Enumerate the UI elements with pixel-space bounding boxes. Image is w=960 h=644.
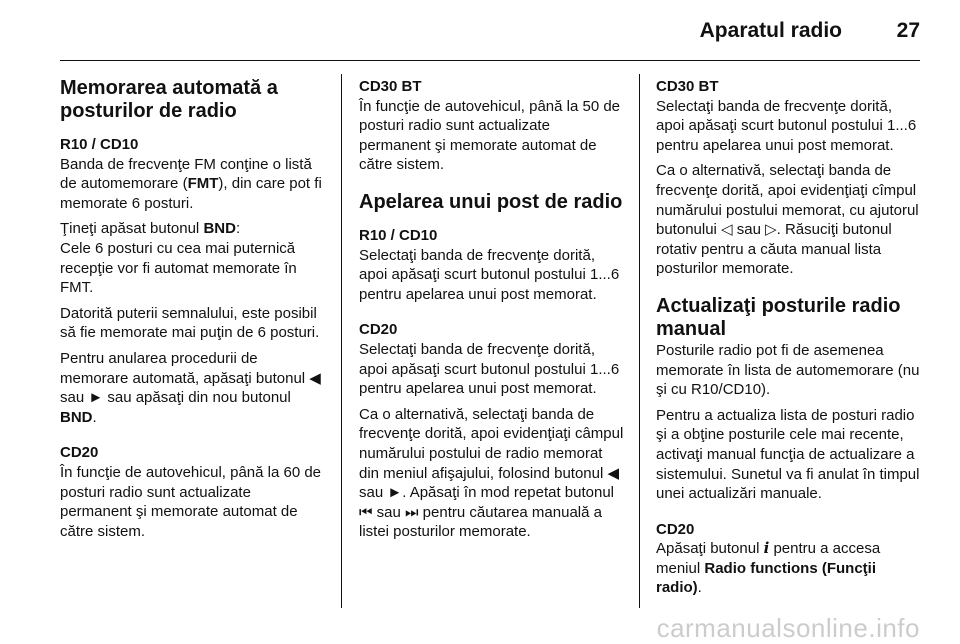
- column-divider: [341, 74, 342, 608]
- paragraph: Ca o alternativă, selectaţi banda de frecvenţe dorită, apoi evidenţiaţi câmpul numărului postului de radio memorat din meniul afişajului, folosind butonul ◀ sau ►. Apăsaţi în mod repetat butonul ⏮ sau ⏭ pentru căutarea manuală a listei posturilor memorate.: [359, 405, 624, 541]
- paragraph: Ca o alternativă, selectaţi banda de frecvenţe dorită, apoi evidenţiaţi cîmpul numărului postului memorat, cu ajutorul butonului ◁ sau ▷. Răsuciţi butonul rotativ pentru a căuta manual lista posturilor memorate.: [656, 162, 919, 278]
- watermark: carmanualsonline.info: [656, 613, 920, 643]
- model-label: CD30 BT: [359, 78, 422, 95]
- paragraph: Selectaţi banda de frecvenţe dorită, apoi apăsaţi scurt butonul postului 1...6 pentru apelarea unui post memorat.: [359, 246, 620, 303]
- page-header: [0, 0, 960, 60]
- paragraph: Pentru a actualiza lista de posturi radio şi a obţine posturile cele mai recente, activaţi manual funcţia de actualizare a sistemului. Sunetul va fi anulat în timpul unei actualizări manuale.: [656, 406, 920, 503]
- page-title: Aparatul radio: [699, 19, 842, 42]
- paragraph: Selectaţi banda de frecvenţe dorită, apoi apăsaţi scurt butonul postului 1...6 pentru apelarea unui post memorat.: [359, 340, 620, 398]
- section-heading: Actualizaţi posturile radio manual: [656, 294, 901, 340]
- section-heading: Memorarea automată a posturilor de radio: [60, 77, 278, 122]
- paragraph: Banda de frecvenţe FM conţine o listă de automemorare (FMT), din care pot fi memorate 6 posturi.: [60, 155, 322, 212]
- paragraph: Apăsaţi butonul i pentru a accesa meniul Radio functions (Funcţii radio).: [656, 539, 881, 597]
- model-label: R10 / CD10: [359, 226, 438, 244]
- paragraph: Selectaţi banda de frecvenţe dorită, apoi apăsaţi scurt butonul postului 1...6 pentru apelarea unui post memorat.: [656, 97, 917, 154]
- model-label: CD20: [60, 444, 99, 462]
- column-divider: [639, 74, 640, 608]
- info-icon: i: [763, 539, 770, 558]
- paragraph: Ţineţi apăsat butonul BND: Cele 6 posturi cu cea mai puternică recepţie vor fi automat memorate în FMT.: [60, 220, 297, 297]
- paragraph: Datorită puterii semnalului, este posibil să fie memorate mai puţin de 6 posturi.: [60, 304, 320, 342]
- column-2: [359, 77, 625, 548]
- paragraph: Posturile radio pot fi de asemenea memorate în lista de automemorare (nu şi cu R10/CD10).: [656, 341, 920, 399]
- header-rule: [60, 60, 920, 61]
- model-label: CD20: [359, 321, 398, 339]
- column-1: [60, 77, 326, 547]
- paragraph: Pentru anularea procedurii de memorare automată, apăsaţi butonul ◀ sau ► sau apăsaţi din nou butonul BND.: [60, 349, 321, 426]
- model-label: R10 / CD10: [60, 136, 139, 153]
- column-3: [656, 77, 924, 604]
- paragraph: În funcţie de autovehicul, până la 60 de posturi radio sunt actualizate permanent şi memorate automat de către sistem.: [60, 463, 322, 540]
- model-label: CD20: [656, 520, 695, 538]
- paragraph: În funcţie de autovehicul, până la 50 de posturi radio sunt actualizate permanent şi memorate automat de către sistem.: [359, 97, 621, 174]
- section-heading: Apelarea unui post de radio: [359, 190, 623, 213]
- model-label: CD30 BT: [656, 78, 719, 95]
- page-number: 27: [896, 19, 920, 42]
